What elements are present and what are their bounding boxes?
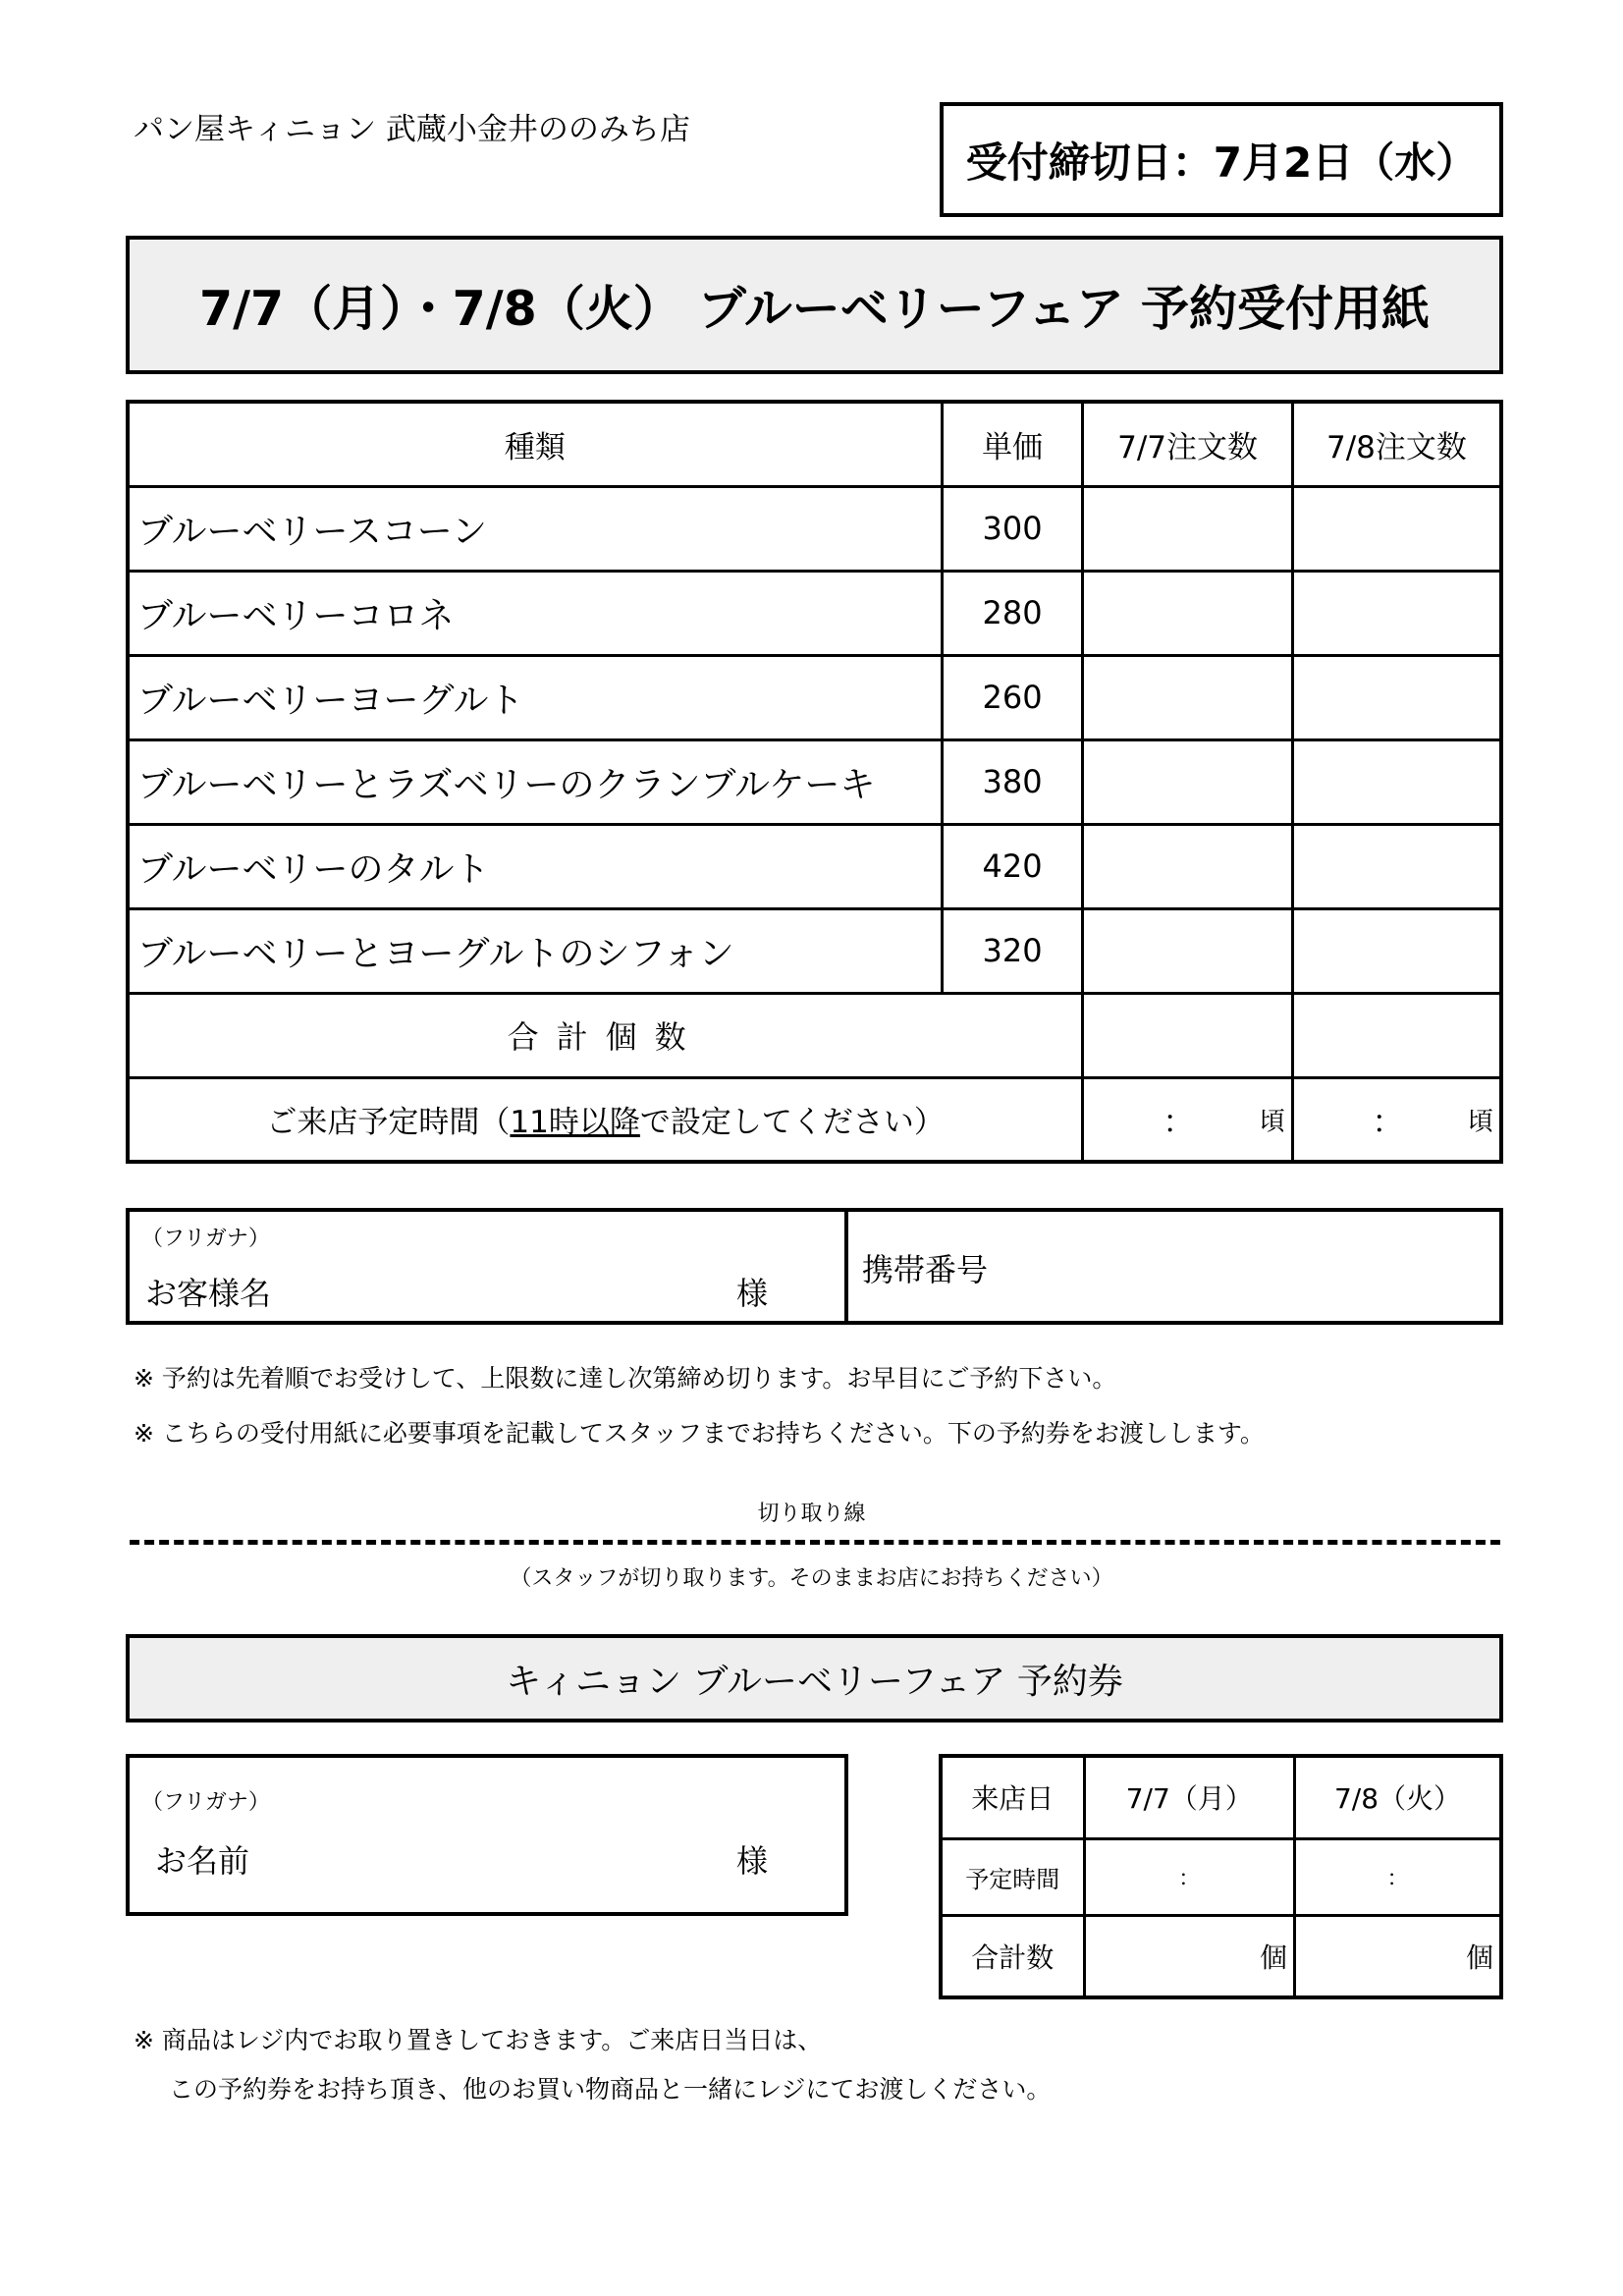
- visit-time-day1-field[interactable]: [1083, 1077, 1293, 1162]
- visit-time-label-post: で設定してください）: [639, 1105, 945, 1141]
- qty-day2-field[interactable]: [1292, 824, 1501, 908]
- qty-day1-field[interactable]: [1083, 655, 1293, 739]
- table-row: [941, 1838, 1501, 1915]
- note-line: ※ 予約は先着順でお受けして、上限数に達し次第締め切ります。お早目にご予約下さい。: [134, 1364, 1117, 1393]
- order-table: [126, 400, 1503, 1164]
- note-line: ※ こちらの受付用紙に必要事項を記載してスタッフまでお持ちください。下の予約券をお渡しします。: [134, 1419, 1265, 1448]
- product-price: 380: [942, 739, 1082, 824]
- qty-day2-field[interactable]: [1292, 908, 1501, 993]
- total-day2-field[interactable]: [1292, 993, 1501, 1077]
- time-day2-field[interactable]: [1295, 1838, 1501, 1915]
- product-name: ブルーベリーヨーグルト: [128, 655, 942, 739]
- qty-day2-field[interactable]: [1292, 739, 1501, 824]
- colon: ：: [1372, 1102, 1404, 1140]
- ticket-name-box[interactable]: [126, 1754, 848, 1916]
- colon: ：: [1163, 1102, 1195, 1140]
- product-price: 260: [942, 655, 1082, 739]
- customer-name-box[interactable]: [126, 1208, 848, 1325]
- total-row: [128, 993, 1501, 1077]
- header-qty-day2: 7/8注文数: [1292, 402, 1501, 486]
- time-label: 予定時間: [941, 1838, 1084, 1915]
- form-title: 7/7（月）・7/8（火） ブルーベリーフェア 予約受付用紙: [199, 280, 1430, 337]
- cut-line: [130, 1540, 1500, 1545]
- header-qty-day1: 7/7注文数: [1083, 402, 1293, 486]
- ticket-title-box: [126, 1634, 1503, 1722]
- total-count-label: 合計数: [941, 1915, 1084, 1997]
- ticket-name-label: お名前: [155, 1842, 250, 1880]
- total-label: 合計個数: [507, 1018, 704, 1056]
- total-label-cell: [128, 993, 1083, 1077]
- qty-day1-field[interactable]: [1083, 486, 1293, 571]
- visit-day-label: 来店日: [941, 1756, 1084, 1838]
- visit-time-label-pre: ご来店予定時間（: [266, 1105, 511, 1141]
- table-row: [128, 824, 1501, 908]
- colon: ：: [1386, 1866, 1409, 1891]
- visit-time-row: [128, 1077, 1501, 1162]
- ko-label: 個: [1465, 1941, 1493, 1974]
- table-row: [941, 1915, 1501, 1997]
- total-day2-field[interactable]: [1295, 1915, 1501, 1997]
- qty-day1-field[interactable]: [1083, 908, 1293, 993]
- table-row: [128, 486, 1501, 571]
- sama-label: 様: [736, 1275, 769, 1312]
- table-row: [128, 908, 1501, 993]
- cut-line-sub: （スタッフが切り取ります。そのままお店にお持ちください）: [510, 1566, 1113, 1591]
- product-price: 420: [942, 824, 1082, 908]
- qty-day1-field[interactable]: [1083, 571, 1293, 655]
- qty-day1-field[interactable]: [1083, 824, 1293, 908]
- visit-time-label: [128, 1077, 1083, 1162]
- ticket-title: キィニョン ブルーベリーフェア 予約券: [506, 1661, 1123, 1702]
- qty-day2-field[interactable]: [1292, 571, 1501, 655]
- ko-label: 個: [1260, 1941, 1288, 1974]
- product-name: ブルーベリーとヨーグルトのシフォン: [128, 908, 942, 993]
- ticket-visit-table: [939, 1754, 1503, 1999]
- furigana-label: （フリガナ）: [141, 1790, 270, 1815]
- header-price: 単価: [942, 402, 1082, 486]
- total-day1-field[interactable]: [1083, 993, 1293, 1077]
- total-day1-field[interactable]: [1084, 1915, 1295, 1997]
- order-table-header: [128, 402, 1501, 486]
- colon: ：: [1178, 1866, 1201, 1891]
- shop-name: パン屋キィニョン 武蔵小金井ののみち店: [134, 112, 690, 147]
- koro-label: 頃: [1467, 1107, 1493, 1137]
- deadline-box: [940, 102, 1503, 217]
- table-row: [128, 655, 1501, 739]
- product-name: ブルーベリーコロネ: [128, 571, 942, 655]
- deadline-text: 受付締切日：7月2日（水）: [965, 137, 1478, 187]
- phone-label: 携帯番号: [862, 1251, 989, 1288]
- product-price: 280: [942, 571, 1082, 655]
- table-row: [128, 739, 1501, 824]
- qty-day1-field[interactable]: [1083, 739, 1293, 824]
- table-row: [128, 571, 1501, 655]
- qty-day2-field[interactable]: [1292, 486, 1501, 571]
- form-title-box: [126, 236, 1503, 374]
- product-price: 320: [942, 908, 1082, 993]
- time-day1-field[interactable]: [1084, 1838, 1295, 1915]
- qty-day2-field[interactable]: [1292, 655, 1501, 739]
- table-row: [941, 1756, 1501, 1838]
- visit-day1: 7/7（月）: [1084, 1756, 1295, 1838]
- visit-time-label-underlined: 11時以降: [510, 1105, 640, 1141]
- ticket-note-line: ※ 商品はレジ内でお取り置きしておきます。ご来店日当日は、: [134, 2026, 823, 2054]
- visit-day2: 7/8（火）: [1295, 1756, 1501, 1838]
- customer-name-label: お客様名: [145, 1275, 272, 1312]
- koro-label: 頃: [1259, 1107, 1285, 1137]
- header-type: 種類: [128, 402, 942, 486]
- product-name: ブルーベリーとラズベリーのクランブルケーキ: [128, 739, 942, 824]
- ticket-note-line: この予約券をお持ち頂き、他のお買い物商品と一緒にレジにてお渡しください。: [169, 2075, 1052, 2104]
- product-name: ブルーベリースコーン: [128, 486, 942, 571]
- furigana-label: （フリガナ）: [141, 1227, 270, 1251]
- phone-box[interactable]: [844, 1208, 1503, 1325]
- visit-time-day2-field[interactable]: [1292, 1077, 1501, 1162]
- product-price: 300: [942, 486, 1082, 571]
- sama-label: 様: [736, 1842, 769, 1880]
- cut-line-label: 切り取り線: [757, 1502, 866, 1526]
- product-name: ブルーベリーのタルト: [128, 824, 942, 908]
